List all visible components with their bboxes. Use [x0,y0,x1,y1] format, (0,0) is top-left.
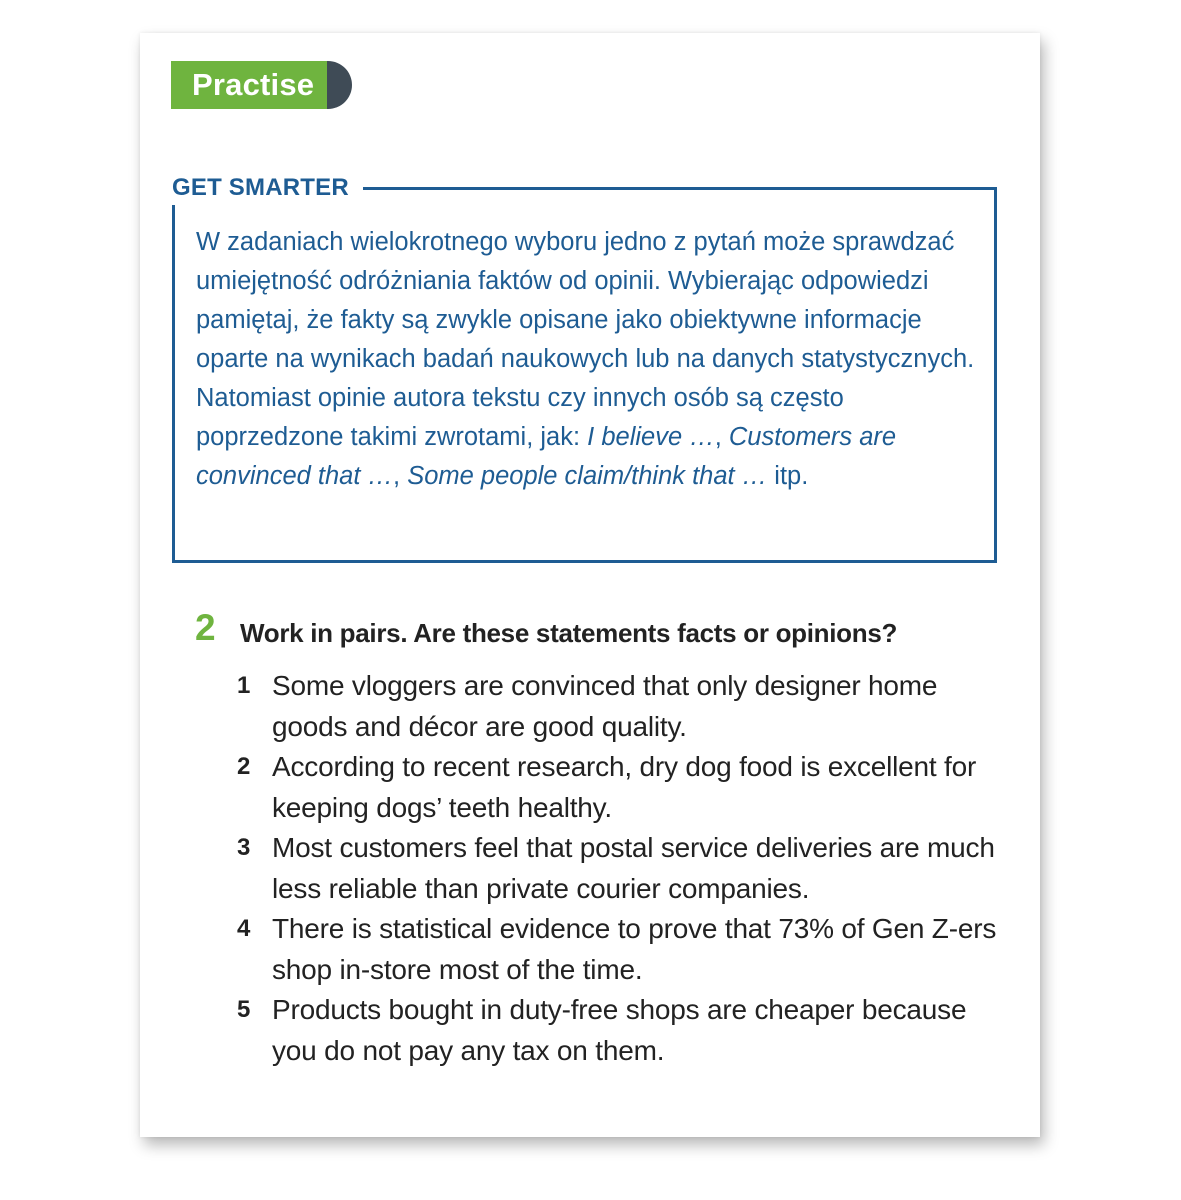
statement-number: 5 [237,996,251,1023]
get-smarter-title: GET SMARTER [172,171,363,205]
statement-item [237,747,997,828]
statement-text: Some vloggers are convinced that only designer home goods and décor are good quality. [272,670,938,742]
practise-label: Practise [171,61,327,109]
get-smarter-text [196,223,986,496]
statement-text: According to recent research, dry dog food is excellent for keeping dogs’ teeth healthy. [272,751,977,823]
statement-number: 1 [237,672,251,699]
tip-example-2: Customers are convinced that … [196,423,897,490]
statement-number: 4 [237,915,251,942]
statement-text: There is statistical evidence to prove that 73% of Gen Z-ers shop in-store most of the time. [272,913,997,985]
textbook-page [140,33,1040,1137]
tip-body: W zadaniach wielokrotnego wyboru jedno z pytań może sprawdzać umiejętność odróżniania faktów od opinii. Wybierając odpowiedzi pamiętaj, że fakty są zwykle opisane jako obiektywne informacje oparte na wynikach badań naukowych lub na danych statystycznych. Natomiast opinie autora tekstu czy innych osób są często poprzedzone takimi zwrotami, jak: [196,228,975,451]
exercise-number: 2 [195,607,216,648]
statement-item [237,990,997,1071]
statement-text: Most customers feel that postal service deliveries are much less reliable than private courier companies. [272,832,995,904]
statement-item [237,828,997,909]
tip-separator-2: , [393,462,408,490]
statement-item [237,909,997,990]
exercise-instruction: Work in pairs. Are these statements facts or opinions? [240,618,898,648]
statement-number: 3 [237,834,251,861]
statement-item [237,666,997,747]
tip-example-1: I believe … [587,423,715,451]
tip-example-3: Some people claim/think that … [407,462,768,490]
tip-ending: itp. [767,462,809,490]
statement-number: 2 [237,753,251,780]
tip-separator-1: , [714,423,729,451]
statement-text: Products bought in duty-free shops are cheaper because you do not pay any tax on them. [272,994,967,1066]
practise-tab [171,61,374,109]
practise-tab-cap [327,61,352,109]
statement-list [237,666,997,1071]
